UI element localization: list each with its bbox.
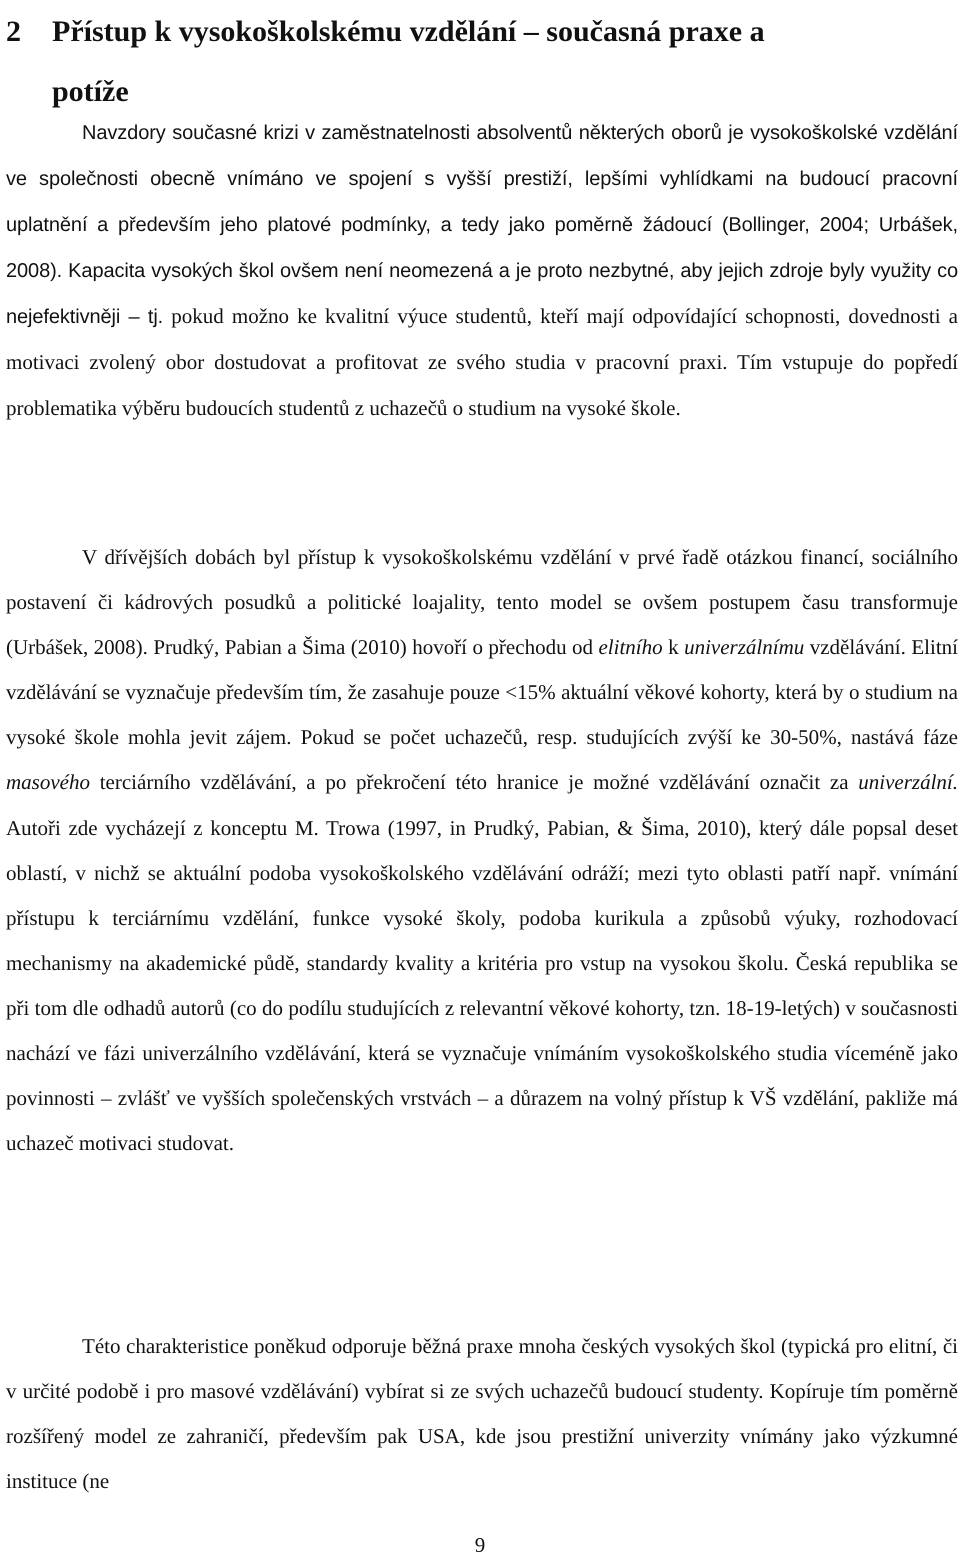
paragraph-2-italic-masoveho: masového [6, 770, 90, 795]
paragraph-2-text-2: k [662, 635, 685, 660]
paragraph-1-sentence-3: pokud možno ke kvalitní výuce studentů, kteří mají odpovídající schopnosti, dovednosti a motivaci zvolený obor dostudovat a profitovat ze svého studia v pracovní praxi. Tím vstupuje do popředí problematika výběru budoucích studentů z uchazečů o studium na vysoké škole. [6, 304, 958, 420]
chapter-heading [6, 2, 956, 122]
paragraph-3-text: Této charakteristice poněkud odporuje běžná praxe mnoha českých vysokých škol (typická pro elitní, či v určité podobě i pro masové vzdělávání) vybírat si ze svých uchazečů budoucí studenty. Kopíruje tím poměrně rozšířený model ze zahraničí, především pak USA, kde jsou prestižní univerzity vnímány jako výzkumné instituce (ne [6, 1334, 958, 1494]
chapter-number: 2 [6, 15, 21, 48]
paragraph-2-italic-univerzalnimu: univerzálnímu [684, 635, 805, 660]
paragraph-2-text-5: Autoři zde vycházejí z konceptu M. Trowa (1997, in Prudký, Pabian, & Šima, 2010), který dále popsal deset oblastí, v nichž se aktuální podoba vysokoškolského vzdělávání odráží; mezi tyto oblasti patří např. vnímání přístupu k terciárnímu vzdělání, funkce vysoké školy, podoba kurikula a způsobů výuky, rozhodovací mechanismy na akademické půdě, standardy kvality a kritéria pro vstup na vysokou školu. Česká republika se při tom dle odhadů autorů (co do podílu studujících z relevantní věkové kohorty, tzn. 18-19-letých) v současnosti nachází ve fázi univerzálního vzdělávání, která se vyznačuje vnímáním vysokoškolského studia víceméně jako povinnosti – zvlášť ve vyšších společenských vrstvách – a důrazem na volný přístup k VŠ vzdělání, pakliže má uchazeč motivaci studovat. [6, 815, 958, 1156]
chapter-title-line-1: Přístup k vysokoškolskému vzdělání – současná praxe a [52, 15, 765, 48]
paragraph-2-text-1: V dřívějších dobách byl přístup k vysokoškolskému vzdělání v prvé řadě otázkou financí, sociálního postavení či kádrových posudků a politické loajality, tento model se ovšem postupem času transformuje (Urbášek, 2008). Prudký, Pabian a Šima (2010) hovoří o přechodu od [6, 545, 958, 660]
page-number: 9 [474, 1533, 486, 1557]
paragraph-1-sentence-1: Navzdory současné krizi v zaměstnatelnosti absolventů některých oborů je vysokoškolské vzdělání ve společnosti obecně vnímáno ve spojení s vyšší prestiží, lepšími vyhlídkami na budoucí pracovní uplatnění a především jeho platové podmínky, a tedy jako poměrně žádoucí (Bollinger, 2004; Urbášek, 2008). [6, 122, 958, 283]
body-paragraph-3 [6, 1324, 958, 1504]
paragraph-2-text-3: vzdělávání. Elitní vzdělávání se vyznačuje především tím, že zasahuje pouze <15% aktuální věkové kohorty, která by o studium na vysoké škole mohla jevit zájem. Pokud se počet uchazečů, resp. studujících zvýší ke 30-50%, nastává fáze [6, 635, 959, 750]
paragraph-1-sentence-2: Kapacita vysokých škol ovšem není neomezená a je proto nezbytné, aby jejich zdroje byly využity co nejefektivněji – tj. [6, 260, 958, 329]
body-paragraph-2 [6, 535, 958, 1166]
paragraph-2-italic-univerzalni: univerzální. [858, 770, 958, 795]
paragraph-2-italic-elitniho: elitního [598, 635, 663, 660]
chapter-title-line-2: potíže [52, 75, 129, 108]
paragraph-2-text-4: terciárního vzdělávání, a po překročení této hranice je možné vzdělávání označit za [89, 770, 859, 795]
body-paragraph-1 [6, 110, 958, 431]
